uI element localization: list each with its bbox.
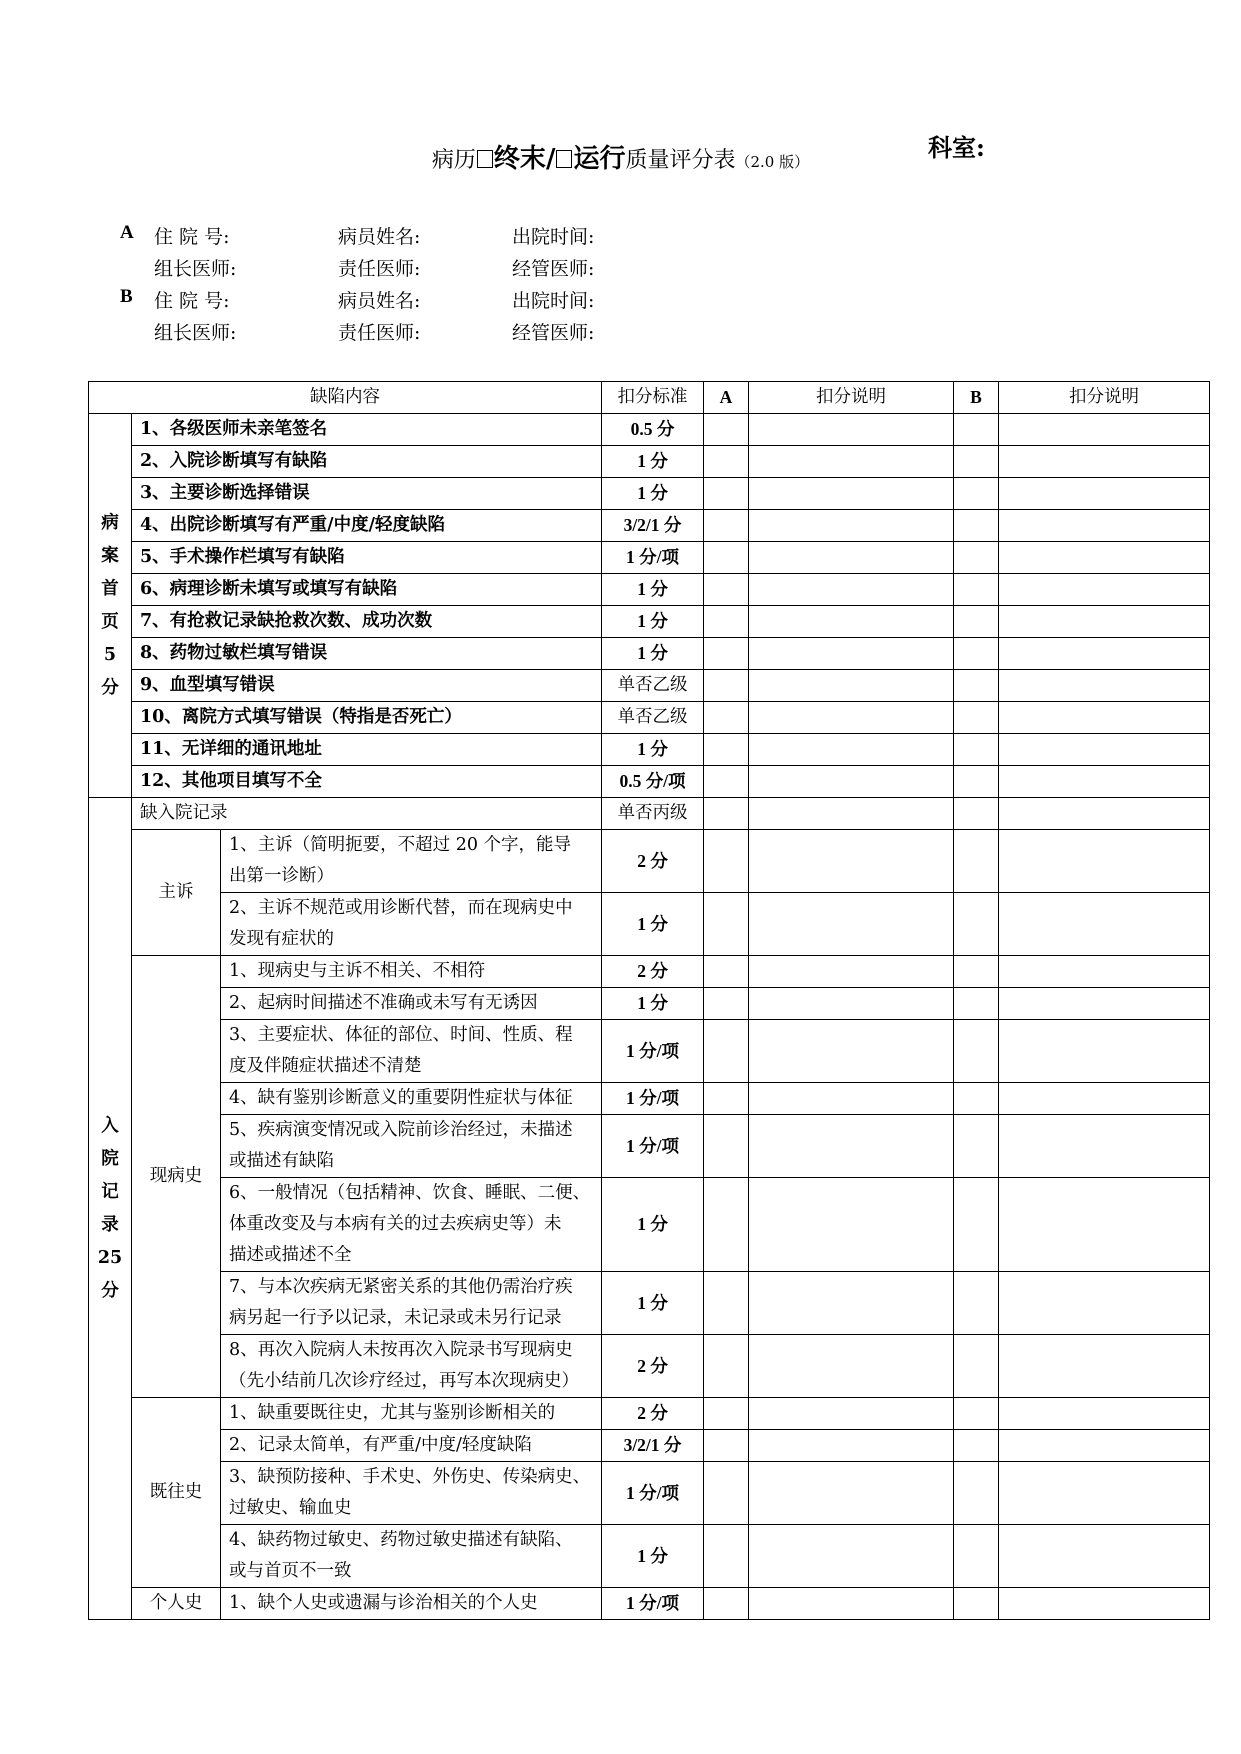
table-row [89,510,1210,542]
score-a-cell[interactable] [704,446,749,478]
table-row [89,670,1210,702]
title-suffix: 质量评分表 [625,148,736,173]
note-b-cell[interactable] [999,446,1210,478]
defect-item: 2、主诉不规范或用诊断代替，而在现病史中 发现有症状的 [221,893,602,956]
deduction-standard: 1 分 [602,1272,704,1335]
table-row [89,798,1210,830]
deduction-standard: 1 分 [602,1178,704,1272]
score-b-cell[interactable] [954,988,999,1020]
score-a-cell[interactable] [704,734,749,766]
note-a-cell[interactable] [749,1083,954,1115]
note-a-cell[interactable] [749,1115,954,1178]
table-row [89,1462,1210,1525]
note-b-cell[interactable] [999,988,1210,1020]
score-b-cell[interactable] [954,1588,999,1620]
subsection-chief-complaint: 主诉 [132,830,221,956]
deduction-standard: 2 分 [602,830,704,893]
score-b-cell[interactable] [954,1083,999,1115]
note-b-cell[interactable] [999,734,1210,766]
note-b-cell[interactable] [999,1462,1210,1525]
deduction-standard: 1 分 [602,606,704,638]
patient-a-admission-no[interactable]: 住 院 号: [154,226,230,248]
note-b-cell[interactable] [999,1525,1210,1588]
deduction-standard: 1 分 [602,1525,704,1588]
score-a-cell[interactable] [704,510,749,542]
score-b-cell[interactable] [954,702,999,734]
score-a-cell[interactable] [704,1430,749,1462]
table-row [89,638,1210,670]
score-b-cell[interactable] [954,1020,999,1083]
deduction-standard: 1 分 [602,446,704,478]
note-b-cell[interactable] [999,670,1210,702]
table-row [89,1588,1210,1620]
score-a-cell[interactable] [704,542,749,574]
table-row [89,988,1210,1020]
patient-b-name[interactable]: 病员姓名: [338,290,421,312]
deduction-standard: 单否丙级 [602,798,704,830]
department-label: 科室: [928,133,985,162]
note-a-cell[interactable] [749,1335,954,1398]
score-a-cell[interactable] [704,830,749,893]
score-a-cell[interactable] [704,606,749,638]
subsection-past-history: 既往史 [132,1398,221,1588]
patient-a-responsible-doctor[interactable]: 责任医师: [338,258,421,280]
score-a-cell[interactable] [704,574,749,606]
note-b-cell[interactable] [999,606,1210,638]
note-a-cell[interactable] [749,542,954,574]
deduction-standard: 1 分 [602,574,704,606]
defect-item: 9、血型填写错误 [132,670,602,702]
note-a-cell[interactable] [749,606,954,638]
deduction-standard: 1 分 [602,478,704,510]
note-a-cell[interactable] [749,1525,954,1588]
defect-item: 6、一般情况（包括精神、饮食、睡眠、二便、 体重改变及与本病有关的过去疾病史等）未 描述或描述不全 [221,1178,602,1272]
deduction-standard: 1 分/项 [602,1115,704,1178]
score-a-cell[interactable] [704,1525,749,1588]
score-a-cell[interactable] [704,414,749,446]
note-b-cell[interactable] [999,798,1210,830]
score-a-cell[interactable] [704,798,749,830]
score-b-cell[interactable] [954,606,999,638]
defect-item: 缺入院记录 [132,798,602,830]
note-b-cell[interactable] [999,830,1210,893]
table-row [89,830,1210,893]
score-b-cell[interactable] [954,1462,999,1525]
note-b-cell[interactable] [999,1115,1210,1178]
patient-b-letter: B [120,286,133,307]
patient-a-name[interactable]: 病员姓名: [338,226,421,248]
score-a-cell[interactable] [704,766,749,798]
deduction-standard: 1 分/项 [602,1020,704,1083]
note-b-cell[interactable] [999,510,1210,542]
patient-a-leader-doctor[interactable]: 组长医师: [154,258,237,280]
subsection-present-illness: 现病史 [132,956,221,1398]
defect-item: 2、记录太简单，有严重/中度/轻度缺陷 [221,1430,602,1462]
header-b-note: 扣分说明 [999,382,1210,414]
deduction-standard: 2 分 [602,1398,704,1430]
defect-item: 8、再次入院病人未按再次入院录书写现病史 （先小结前几次诊疗经过，再写本次现病史） [221,1335,602,1398]
score-a-cell[interactable] [704,1462,749,1525]
defect-item: 1、缺重要既往史，尤其与鉴别诊断相关的 [221,1398,602,1430]
table-header-row [89,382,1210,414]
defect-item: 1、现病史与主诉不相关、不相符 [221,956,602,988]
note-a-cell[interactable] [749,446,954,478]
note-b-cell[interactable] [999,478,1210,510]
table-row [89,956,1210,988]
defect-item: 5、疾病演变情况或入院前诊治经过，未描述 或描述有缺陷 [221,1115,602,1178]
score-b-cell[interactable] [954,414,999,446]
deduction-standard: 1 分 [602,893,704,956]
running-checkbox[interactable] [556,150,572,168]
defect-item: 6、病理诊断未填写或填写有缺陷 [132,574,602,606]
note-a-cell[interactable] [749,893,954,956]
score-b-cell[interactable] [954,1525,999,1588]
score-b-cell[interactable] [954,766,999,798]
note-a-cell[interactable] [749,1588,954,1620]
patient-b-leader-doctor[interactable]: 组长医师: [154,322,237,344]
table-row [89,1272,1210,1335]
deduction-standard: 0.5 分 [602,414,704,446]
note-a-cell[interactable] [749,1398,954,1430]
defect-item: 11、无详细的通讯地址 [132,734,602,766]
defect-item: 1、各级医师未亲笔签名 [132,414,602,446]
title-prefix: 病历 [431,148,476,173]
defect-item: 4、缺药物过敏史、药物过敏史描述有缺陷、 或与首页不一致 [221,1525,602,1588]
score-a-cell[interactable] [704,988,749,1020]
table-row [89,446,1210,478]
section-admission-record: 入 院 记 录 25 分 [89,798,132,1620]
table-row [89,734,1210,766]
patient-a-letter: A [120,222,134,243]
header-a-note: 扣分说明 [749,382,954,414]
score-b-cell[interactable] [954,1115,999,1178]
deduction-standard: 0.5 分/项 [602,766,704,798]
patient-b-discharge-time[interactable]: 出院时间: [512,290,595,312]
note-a-cell[interactable] [749,830,954,893]
score-a-cell[interactable] [704,1178,749,1272]
defect-item: 7、有抢救记录缺抢救次数、成功次数 [132,606,602,638]
note-a-cell[interactable] [749,670,954,702]
deduction-standard: 1 分/项 [602,1462,704,1525]
note-b-cell[interactable] [999,1398,1210,1430]
note-b-cell[interactable] [999,1020,1210,1083]
score-a-cell[interactable] [704,1588,749,1620]
deduction-standard: 1 分 [602,734,704,766]
score-a-cell[interactable] [704,893,749,956]
score-b-cell[interactable] [954,1178,999,1272]
defect-item: 5、手术操作栏填写有缺陷 [132,542,602,574]
patient-a-attending-doctor[interactable]: 经管医师: [512,258,595,280]
note-a-cell[interactable] [749,1430,954,1462]
defect-item: 3、主要症状、体征的部位、时间、性质、程 度及伴随症状描述不清楚 [221,1020,602,1083]
defect-item: 1、缺个人史或遗漏与诊治相关的个人史 [221,1588,602,1620]
score-a-cell[interactable] [704,638,749,670]
score-b-cell[interactable] [954,830,999,893]
patient-a-discharge-time[interactable]: 出院时间: [512,226,595,248]
note-b-cell[interactable] [999,574,1210,606]
score-b-cell[interactable] [954,638,999,670]
score-a-cell[interactable] [704,1020,749,1083]
note-a-cell[interactable] [749,478,954,510]
table-row [89,1335,1210,1398]
defect-item: 2、起病时间描述不准确或未写有无诱因 [221,988,602,1020]
note-b-cell[interactable] [999,1272,1210,1335]
score-b-cell[interactable] [954,734,999,766]
note-a-cell[interactable] [749,702,954,734]
defect-item: 8、药物过敏栏填写错误 [132,638,602,670]
score-b-cell[interactable] [954,478,999,510]
table-row [89,1525,1210,1588]
defect-item: 3、缺预防接种、手术史、外伤史、传染病史、 过敏史、输血史 [221,1462,602,1525]
note-b-cell[interactable] [999,542,1210,574]
scoring-table [88,381,1210,1620]
deduction-standard: 3/2/1 分 [602,510,704,542]
title-separator: / [545,144,556,174]
score-a-cell[interactable] [704,1335,749,1398]
note-a-cell[interactable] [749,510,954,542]
deduction-standard: 1 分 [602,988,704,1020]
note-b-cell[interactable] [999,893,1210,956]
defect-item: 2、入院诊断填写有缺陷 [132,446,602,478]
deduction-standard: 2 分 [602,956,704,988]
header-standard: 扣分标准 [602,382,704,414]
score-b-cell[interactable] [954,1398,999,1430]
score-b-cell[interactable] [954,574,999,606]
defect-item: 12、其他项目填写不全 [132,766,602,798]
header-b: B [954,382,999,414]
note-a-cell[interactable] [749,1020,954,1083]
title-final: 终末 [493,144,546,174]
note-a-cell[interactable] [749,574,954,606]
defect-item: 1、主诉（简明扼要，不超过 20 个字，能导 出第一诊断） [221,830,602,893]
table-row [89,1398,1210,1430]
deduction-standard: 1 分/项 [602,542,704,574]
note-b-cell[interactable] [999,1083,1210,1115]
table-row [89,1178,1210,1272]
table-row [89,893,1210,956]
section-front-page: 病 案 首 页 5 分 [89,414,132,798]
defect-item: 4、出院诊断填写有严重/中度/轻度缺陷 [132,510,602,542]
table-row [89,542,1210,574]
score-a-cell[interactable] [704,702,749,734]
note-a-cell[interactable] [749,766,954,798]
note-b-cell[interactable] [999,702,1210,734]
table-row [89,1115,1210,1178]
note-a-cell[interactable] [749,988,954,1020]
note-b-cell[interactable] [999,1430,1210,1462]
score-b-cell[interactable] [954,893,999,956]
table-row [89,1020,1210,1083]
table-row [89,478,1210,510]
score-b-cell[interactable] [954,510,999,542]
defect-item: 4、缺有鉴别诊断意义的重要阴性症状与体征 [221,1083,602,1115]
score-b-cell[interactable] [954,1430,999,1462]
title-running: 运行 [573,144,626,174]
table-row [89,414,1210,446]
final-checkbox[interactable] [477,150,493,168]
score-a-cell[interactable] [704,1398,749,1430]
deduction-standard: 3/2/1 分 [602,1430,704,1462]
score-b-cell[interactable] [954,798,999,830]
note-a-cell[interactable] [749,414,954,446]
note-b-cell[interactable] [999,1588,1210,1620]
note-a-cell[interactable] [749,734,954,766]
note-b-cell[interactable] [999,766,1210,798]
deduction-standard: 1 分/项 [602,1083,704,1115]
note-b-cell[interactable] [999,638,1210,670]
deduction-standard: 2 分 [602,1335,704,1398]
patient-b-admission-no[interactable]: 住 院 号: [154,290,230,312]
note-b-cell[interactable] [999,956,1210,988]
deduction-standard: 1 分 [602,638,704,670]
score-a-cell[interactable] [704,1115,749,1178]
score-b-cell[interactable] [954,1272,999,1335]
note-a-cell[interactable] [749,956,954,988]
header-content: 缺陷内容 [89,382,602,414]
defect-item: 7、与本次疾病无紧密关系的其他仍需治疗疾 病另起一行予以记录，未记录或未另行记录 [221,1272,602,1335]
patient-b-responsible-doctor[interactable]: 责任医师: [338,322,421,344]
score-a-cell[interactable] [704,1083,749,1115]
form-title [0,138,1241,175]
table-row [89,574,1210,606]
note-a-cell[interactable] [749,1178,954,1272]
subsection-personal-history: 个人史 [132,1588,221,1620]
note-a-cell[interactable] [749,1462,954,1525]
score-b-cell[interactable] [954,670,999,702]
note-a-cell[interactable] [749,798,954,830]
score-a-cell[interactable] [704,1272,749,1335]
table-row [89,702,1210,734]
note-b-cell[interactable] [999,414,1210,446]
defect-item: 10、离院方式填写错误（特指是否死亡） [132,702,602,734]
patient-b-attending-doctor[interactable]: 经管医师: [512,322,595,344]
note-b-cell[interactable] [999,1178,1210,1272]
table-row [89,766,1210,798]
header-a: A [704,382,749,414]
score-b-cell[interactable] [954,956,999,988]
deduction-standard: 单否乙级 [602,670,704,702]
deduction-standard: 1 分/项 [602,1588,704,1620]
score-b-cell[interactable] [954,446,999,478]
note-b-cell[interactable] [999,1335,1210,1398]
table-row [89,606,1210,638]
score-a-cell[interactable] [704,478,749,510]
deduction-standard: 单否乙级 [602,702,704,734]
note-a-cell[interactable] [749,638,954,670]
table-row [89,1083,1210,1115]
title-version: （2.0 版） [735,153,810,171]
score-b-cell[interactable] [954,542,999,574]
defect-item: 3、主要诊断选择错误 [132,478,602,510]
note-a-cell[interactable] [749,1272,954,1335]
score-a-cell[interactable] [704,670,749,702]
score-a-cell[interactable] [704,956,749,988]
table-row [89,1430,1210,1462]
score-b-cell[interactable] [954,1335,999,1398]
